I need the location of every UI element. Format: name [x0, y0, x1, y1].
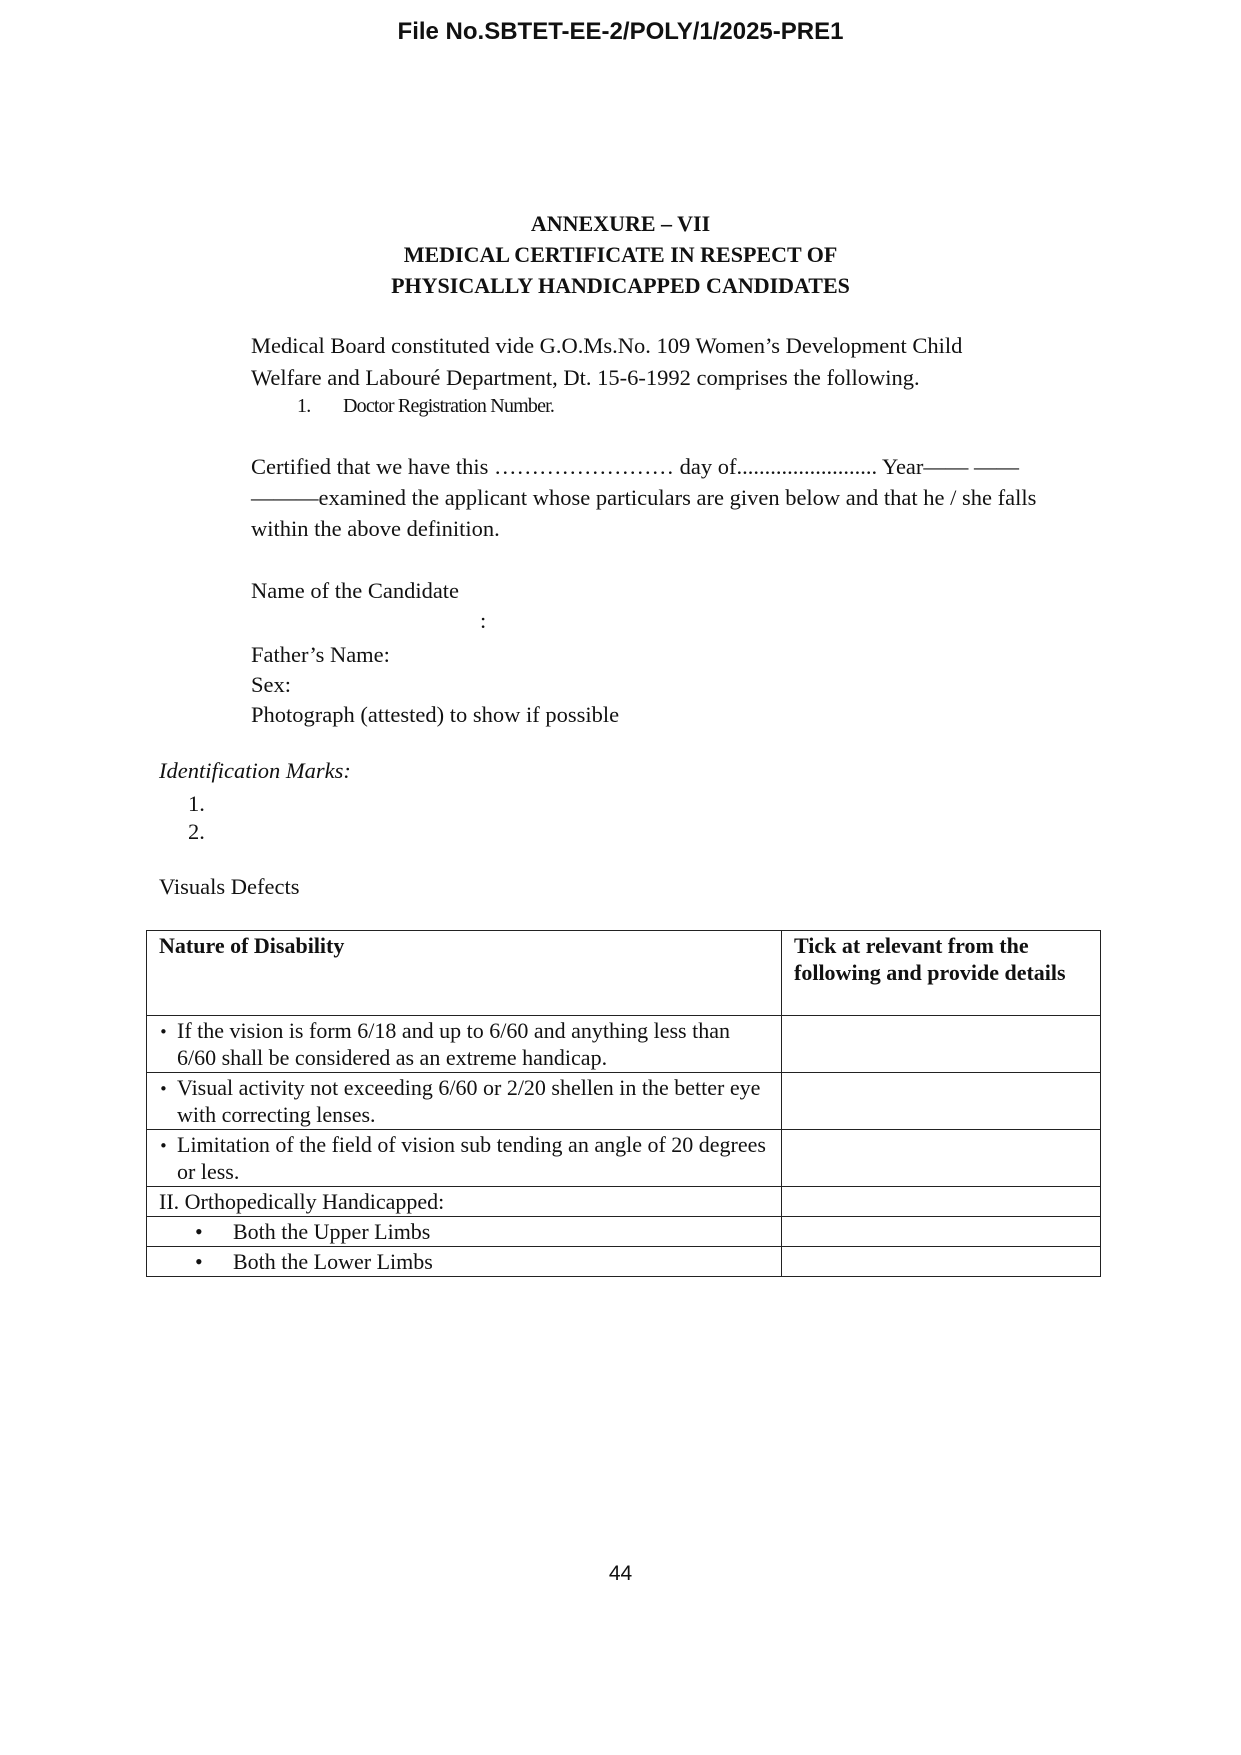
- visual-defects-label: Visuals Defects: [159, 874, 300, 899]
- identification-marks-list: [188, 790, 205, 846]
- table-row: [147, 1247, 1101, 1277]
- disability-text: Limitation of the field of vision sub tending an angle of 20 degrees or less.: [177, 1132, 766, 1184]
- identification-mark-2: 2.: [188, 819, 205, 844]
- header-nature-of-disability: Nature of Disability: [147, 931, 782, 1016]
- intro-line-2: Welfare and Labouré Department, Dt. 15-6-1992 comprises the following.: [251, 365, 920, 390]
- candidate-name-colon: :: [480, 608, 487, 633]
- disability-cell: [147, 1130, 782, 1187]
- table-row: [147, 1217, 1101, 1247]
- table-row: [147, 1016, 1101, 1073]
- disability-text: Visual activity not exceeding 6/60 or 2/20 shellen in the better eye with correcting lenses.: [177, 1075, 761, 1127]
- certified-line-2: ———examined the applicant whose particulars are given below and that he / she falls: [251, 485, 1037, 510]
- file-number-header: File No.SBTET-EE-2/POLY/1/2025-PRE1: [397, 18, 844, 45]
- disability-text: Both the Upper Limbs: [233, 1219, 431, 1244]
- certified-line-3: within the above definition.: [251, 516, 500, 541]
- table-row: [147, 1187, 1101, 1217]
- disability-text: Both the Lower Limbs: [233, 1249, 433, 1274]
- certification-paragraph: [251, 451, 1096, 544]
- table-row: [147, 1130, 1101, 1187]
- disability-text: If the vision is form 6/18 and up to 6/60 and anything less than 6/60 shall be considered as an extreme handicap.: [177, 1018, 730, 1070]
- disability-cell: [147, 1016, 782, 1073]
- bullet-icon: •: [159, 1137, 168, 1155]
- photograph-label: Photograph (attested) to show if possible: [251, 702, 620, 727]
- bullet-icon: •: [159, 1080, 168, 1098]
- disability-cell: [147, 1073, 782, 1130]
- tick-cell: [782, 1217, 1101, 1247]
- disability-cell: [147, 1217, 782, 1247]
- sex-label: Sex:: [251, 672, 292, 697]
- disability-cell: [147, 1247, 782, 1277]
- identification-marks-label: Identification Marks:: [159, 758, 351, 783]
- bullet-icon: •: [195, 1249, 203, 1274]
- ortho-heading-cell: II. Orthopedically Handicapped:: [147, 1187, 782, 1217]
- table-header-row: [147, 931, 1101, 1016]
- header-tick-relevant: Tick at relevant from the following and provide details: [782, 931, 1101, 1016]
- disability-table: [146, 930, 1101, 1277]
- identification-mark-1: 1.: [188, 791, 205, 816]
- doctor-registration-item: [297, 395, 554, 418]
- tick-cell: [782, 1187, 1101, 1217]
- title-annexure: ANNEXURE – VII: [530, 211, 711, 236]
- page-number: 44: [608, 1562, 633, 1585]
- tick-cell: [782, 1016, 1101, 1073]
- item-number: 1.: [297, 395, 311, 417]
- tick-cell: [782, 1073, 1101, 1130]
- intro-paragraph: [251, 330, 1111, 394]
- candidate-name-label: Name of the Candidate: [251, 578, 460, 603]
- intro-line-1: Medical Board constituted vide G.O.Ms.No. 109 Women’s Development Child: [251, 333, 963, 358]
- bullet-icon: •: [195, 1219, 203, 1244]
- table-row: [147, 1073, 1101, 1130]
- title-line-2: MEDICAL CERTIFICATE IN RESPECT OF: [403, 242, 838, 267]
- title-line-3: PHYSICALLY HANDICAPPED CANDIDATES: [391, 273, 850, 298]
- certified-line-1: Certified that we have this …………………… day of......................... Year—— ——: [251, 454, 1020, 479]
- father-name-label: Father’s Name:: [251, 642, 390, 667]
- page-title: [0, 208, 1241, 301]
- item-text: Doctor Registration Number.: [343, 395, 555, 417]
- tick-cell: [782, 1130, 1101, 1187]
- tick-cell: [782, 1247, 1101, 1277]
- bullet-icon: •: [159, 1023, 168, 1041]
